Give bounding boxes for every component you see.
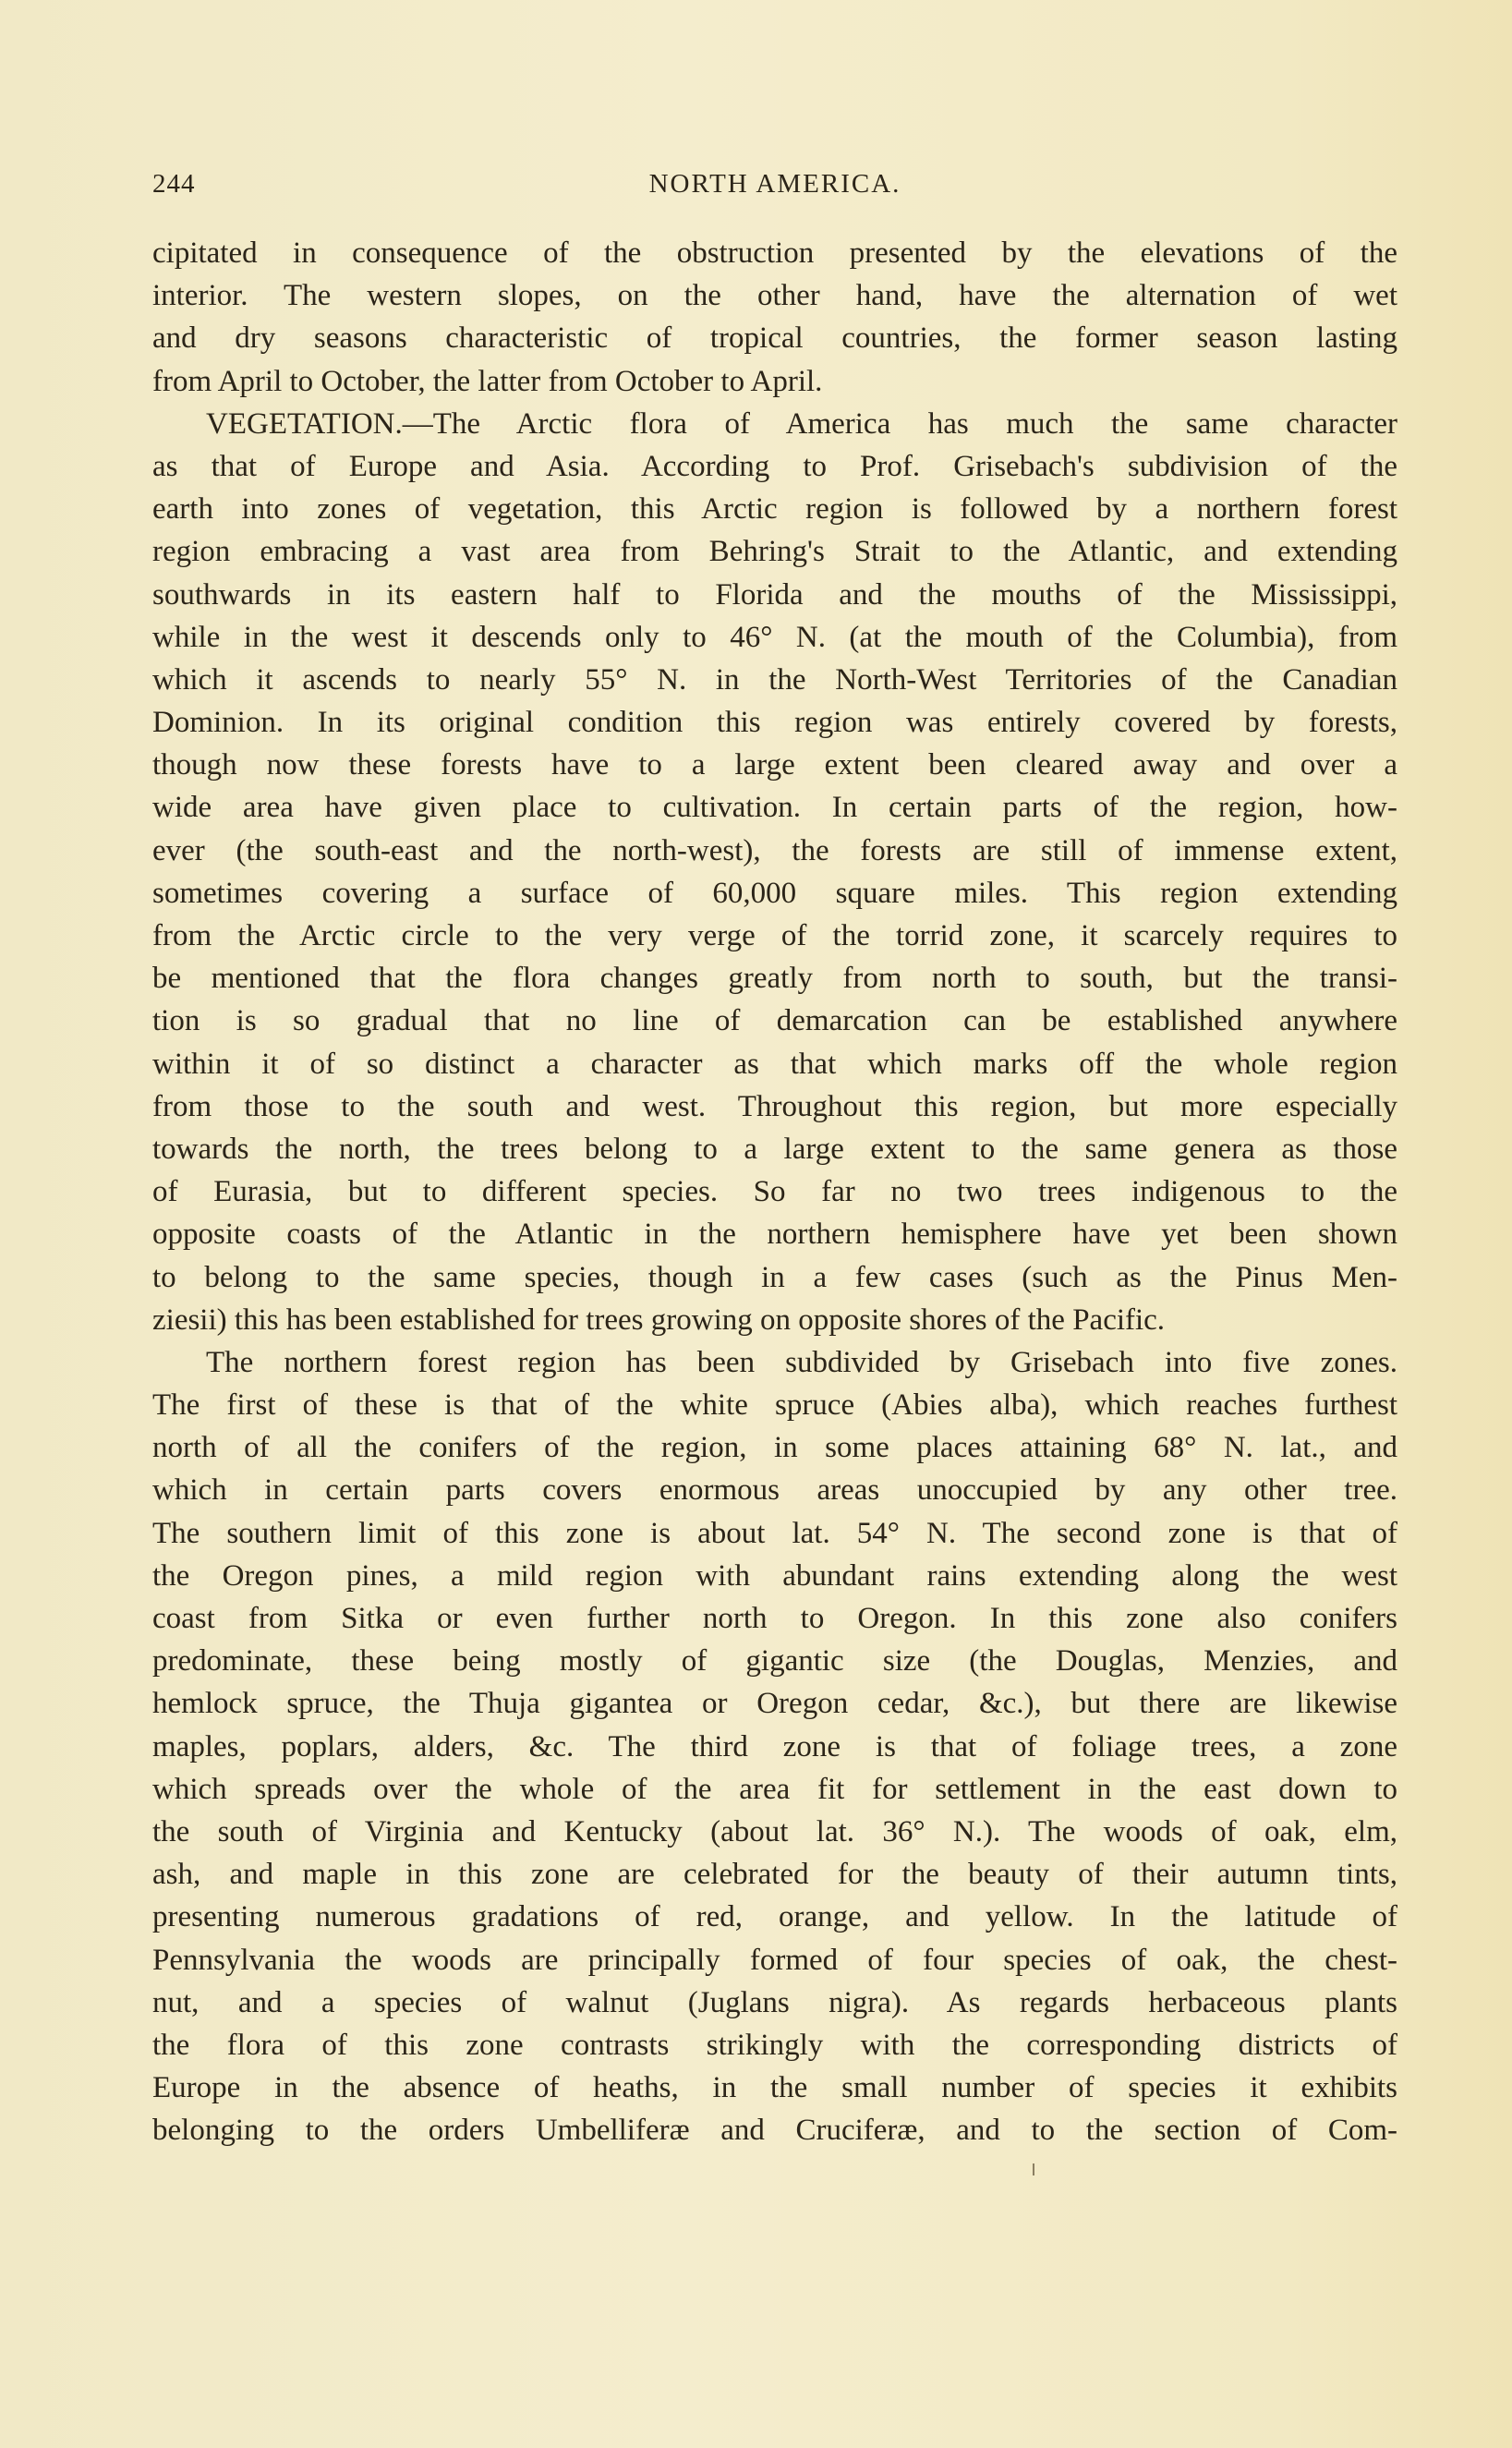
text-line: opposite coasts of the Atlantic in the northern hemisphere have yet been shown: [152, 1218, 1397, 1252]
text-line: region embracing a vast area from Behring's Strait to the Atlantic, and extending: [152, 535, 1397, 569]
text-line: maples, poplars, alders, &c. The third zone is that of foliage trees, a zone: [152, 1729, 1397, 1763]
text-line: to belong to the same species, though in a few cases (such as the Pinus Men-: [152, 1260, 1397, 1294]
text-line: earth into zones of vegetation, this Arctic region is followed by a northern forest: [152, 492, 1397, 527]
text-line: the south of Virginia and Kentucky (about lat. 36° N.). The woods of oak, elm,: [152, 1814, 1397, 1848]
text-line: while in the west it descends only to 46° N. (at the mouth of the Columbia), from: [152, 620, 1397, 654]
text-line: cipitated in consequence of the obstruction presented by the elevations of the: [152, 236, 1397, 270]
text-line: as that of Europe and Asia. According to Prof. Grisebach's subdivision of the: [152, 449, 1397, 483]
text-line: The first of these is that of the white spruce (Abies alba), which reaches furthest: [152, 1388, 1397, 1423]
text-line: the Oregon pines, a mild region with abundant rains extending along the west: [152, 1558, 1397, 1593]
text-line: interior. The western slopes, on the other hand, have the alternation of wet: [152, 279, 1397, 313]
print-mark: [1033, 2163, 1034, 2175]
text-line: the flora of this zone contrasts strikingly with the corresponding districts of: [152, 2028, 1397, 2062]
text-line: The southern limit of this zone is about lat. 54° N. The second zone is that of: [152, 1516, 1397, 1550]
text-line: belonging to the orders Umbelliferæ and Cruciferæ, and to the section of Com-: [152, 2114, 1397, 2148]
text-line: ziesii) this has been established for trees growing on opposite shores of the Pacific.: [152, 1303, 1166, 1337]
running-head: [152, 169, 1397, 210]
running-title: NORTH AMERICA.: [648, 169, 901, 199]
text-line: be mentioned that the flora changes greatly from north to south, but the transi-: [152, 962, 1397, 996]
text-line: which in certain parts covers enormous areas unoccupied by any other tree.: [152, 1473, 1397, 1508]
text-line: Pennsylvania the woods are principally formed of four species of oak, the chest-: [152, 1943, 1397, 1977]
text-line: of Eurasia, but to different species. So far no two trees indigenous to the: [152, 1175, 1397, 1209]
text-line: which spreads over the whole of the area fit for settlement in the east down to: [152, 1772, 1397, 1806]
text-line: southwards in its eastern half to Florida and the mouths of the Mississippi,: [152, 577, 1397, 612]
text-line: Europe in the absence of heaths, in the small number of species it exhibits: [152, 2071, 1397, 2105]
text-line: which it ascends to nearly 55° N. in the North-West Territories of the Canadian: [152, 662, 1397, 697]
text-line: nut, and a species of walnut (Juglans nigra). As regards herbaceous plants: [152, 1985, 1397, 2019]
text-line: wide area have given place to cultivation. In certain parts of the region, how-: [152, 791, 1397, 825]
text-line: towards the north, the trees belong to a large extent to the same genera as those: [152, 1132, 1397, 1166]
text-line: north of all the conifers of the region, in some places attaining 68° N. lat., and: [152, 1431, 1397, 1465]
page-number: 244: [152, 169, 196, 199]
text-line: sometimes covering a surface of 60,000 square miles. This region extending: [152, 876, 1397, 910]
text-line: though now these forests have to a large extent been cleared away and over a: [152, 748, 1397, 782]
text-line: and dry seasons characteristic of tropical countries, the former season lasting: [152, 321, 1397, 356]
text-line: presenting numerous gradations of red, orange, and yellow. In the latitude of: [152, 1900, 1397, 1934]
text-line: hemlock spruce, the Thuja gigantea or Oregon cedar, &c.), but there are likewise: [152, 1687, 1397, 1721]
text-line: tion is so gradual that no line of demarcation can be established anywhere: [152, 1004, 1397, 1038]
text-line: within it of so distinct a character as that which marks off the whole region: [152, 1047, 1397, 1081]
text-line: The northern forest region has been subdivided by Grisebach into five zones.: [206, 1345, 1397, 1379]
text-line: ash, and maple in this zone are celebrated for the beauty of their autumn tints,: [152, 1858, 1397, 1892]
text-line: from those to the south and west. Throughout this region, but more especially: [152, 1089, 1397, 1123]
text-line: VEGETATION.—The Arctic flora of America has much the same character: [206, 406, 1397, 441]
text-line: coast from Sitka or even further north to Oregon. In this zone also conifers: [152, 1602, 1397, 1635]
text-line: ever (the south-east and the north-west), the forests are still of immense extent,: [152, 833, 1397, 867]
body-text: [152, 232, 1397, 2151]
text-line: from the Arctic circle to the very verge of the torrid zone, it scarcely requires to: [152, 919, 1397, 952]
text-line: from April to October, the latter from October to April.: [152, 364, 823, 398]
text-line: predominate, these being mostly of gigantic size (the Douglas, Menzies, and: [152, 1644, 1397, 1678]
text-line: Dominion. In its original condition this region was entirely covered by forests,: [152, 706, 1397, 740]
